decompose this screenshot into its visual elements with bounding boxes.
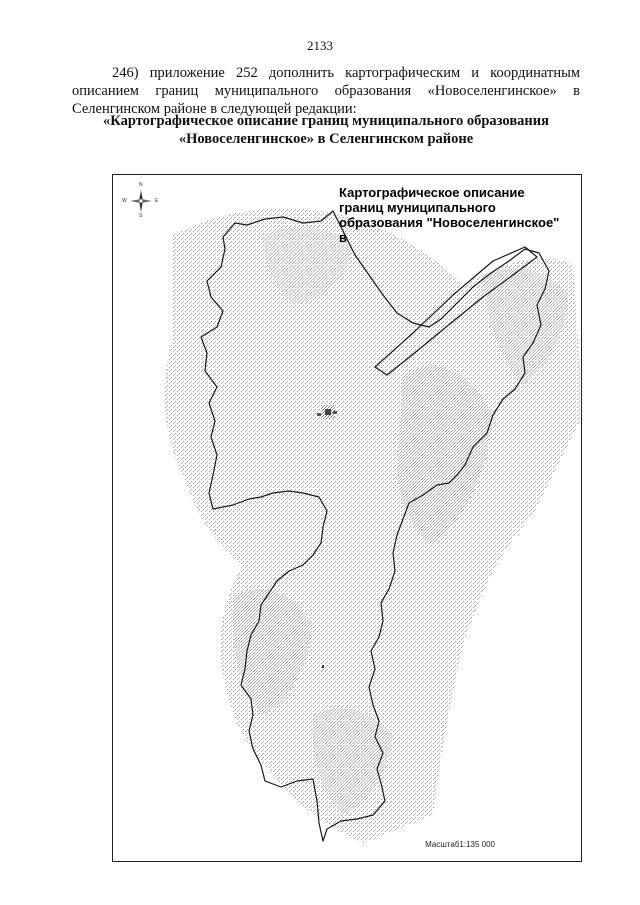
compass-east-label: E xyxy=(155,198,159,204)
map-frame xyxy=(112,174,582,862)
compass-south-label: S xyxy=(139,213,143,219)
intro-paragraph: 246) приложение 252 дополнить картографическим и координатным описанием границ муниципального образования «Новоселенгинское» в Селенгинском районе в следующей редакции: xyxy=(72,65,580,117)
compass-icon xyxy=(127,187,155,215)
section-title-line-1: «Картографическое описание границ муниципального образования xyxy=(103,113,549,129)
map-scale: Масштаб1:135 000 xyxy=(425,840,495,849)
section-title-line-2: «Новоселенгинское» в Селенгинском районе xyxy=(178,131,474,147)
compass-rose xyxy=(122,182,159,219)
map-title: Картографическое описание границ муниципального образования "Новоселенгинское" в xyxy=(339,185,560,245)
terrain-shading xyxy=(165,208,582,843)
section-title xyxy=(72,112,580,148)
page-number: 2133 xyxy=(307,38,333,53)
compass-west-label: W xyxy=(122,198,127,204)
point-marker xyxy=(322,665,324,668)
map-canvas xyxy=(113,175,582,862)
compass-north-label: N xyxy=(139,182,143,188)
